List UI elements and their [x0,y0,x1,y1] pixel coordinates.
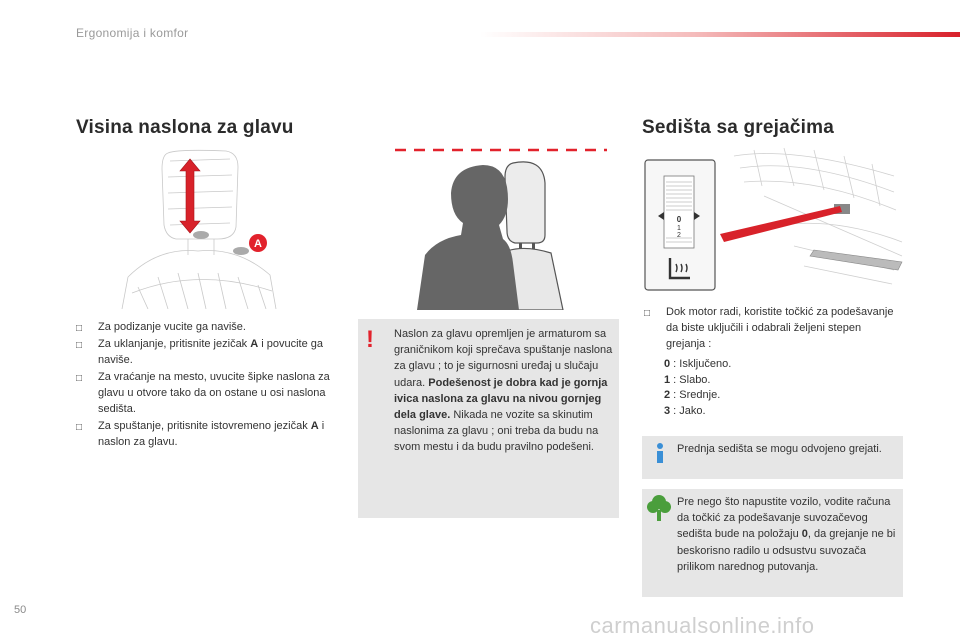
header-accent-bar [480,32,960,37]
eco-tip-text: Pre nego što napustite vozilo, vodite računa da točkić za podešavanje suvozačevog sedišta bude na položaju 0, da grejanje ne bi beskorisno radilo u odsustvu suvozača prilikom narednog putovanja. [677,496,896,573]
section-title-headrest: Visina naslona za glavu [76,117,294,138]
warning-text: Naslon za glavu opremljen je armaturom sa graničnikom koji sprečava spuštanje naslona za glavu ; to je sigurnosni uređaj u slučaju udara. Podešenost je dobra kad je gornja ivica naslona za glavu na nivou gornjeg dela glave. Nikada ne vozite sa skinutim naslonima za glavu ; oni treba da budu na svom mestu i da budu pravilno podešeni. [394,328,613,454]
heated-seat-control-illustration [644,146,904,294]
heated-seat-instructions [644,304,894,353]
label-a: A [254,238,262,250]
checkbox-bullet-icon: □ [76,373,83,384]
list-item: 2 : Srednje. [664,389,721,402]
info-text: Prednja sedišta se mogu odvojeno grejati. [677,443,882,455]
page-number: 50 [14,604,27,616]
svg-text:2: 2 [677,232,681,239]
head-position-illustration [395,143,615,310]
section-title-heated-seats: Sedišta sa grejačima [642,117,834,138]
list-item: □ Dok motor radi, koristite točkić za podešavanje da biste uključili i odabrali željeni stepen grejanja : [644,306,894,350]
headrest-instructions [76,319,340,451]
svg-text:1: 1 [677,225,681,232]
checkbox-bullet-icon: □ [76,340,83,351]
svg-text:0: 0 [676,215,682,224]
chapter-title: Ergonomija i komfor [76,26,189,40]
heating-levels [664,357,731,419]
watermark: carmanualsonline.info [590,613,815,638]
checkbox-bullet-icon: □ [76,323,83,334]
list-item: □ Za uklanjanje, pritisnite jezičak A i povucite ga naviše. [76,338,324,366]
info-icon [652,442,668,464]
list-item: □ Za vraćanje na mesto, uvucite šipke naslona za glavu u otvore tako da on ostane u osi naslona sedišta. [76,371,330,415]
eco-tree-icon [646,494,672,522]
list-item: □ Za podizanje vucite ga naviše. [76,319,340,335]
list-item: 0 : Isključeno. [664,358,732,370]
warning-exclamation-icon: ! [366,326,374,353]
list-item: 1 : Slabo. [664,373,711,386]
list-item: □ Za spuštanje, pritisnite istovremeno jezičak A i naslon za glavu. [76,420,325,448]
list-item: 3 : Jako. [664,404,706,417]
checkbox-bullet-icon: □ [76,422,83,433]
checkbox-bullet-icon: □ [644,308,651,319]
headrest-adjust-illustration [118,147,278,309]
